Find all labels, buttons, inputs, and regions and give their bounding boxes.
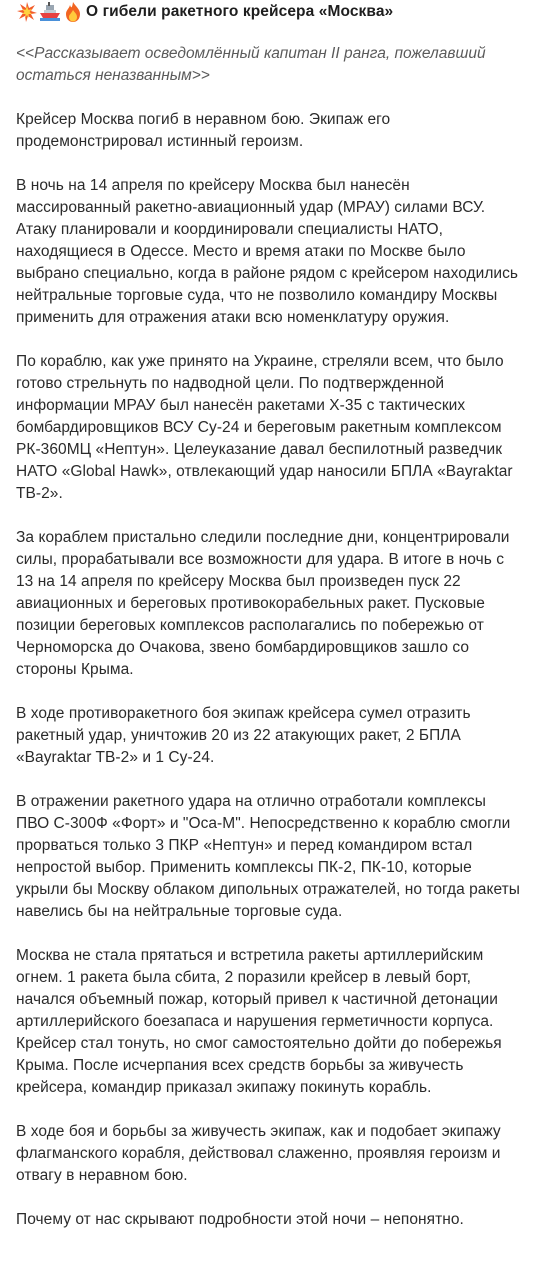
- spacer: [16, 87, 522, 109]
- paragraph: Крейсер Москва погиб в неравном бою. Экипаж его продемонстрировал истинный героизм.: [16, 111, 391, 150]
- spacer: [16, 1099, 522, 1121]
- post-header: [16, 0, 522, 24]
- spacer: [16, 769, 522, 791]
- paragraph: В ходе противоракетного боя экипаж крейсера сумел отразить ракетный удар, уничтожив 20 из 22 атакующих ракет, 2 БПЛА «Bayraktar TB-2» и 1 Су-24.: [16, 705, 471, 766]
- spacer: [16, 329, 522, 351]
- paragraph: В ночь на 14 апреля по крейсеру Москва был нанесён массированный ракетно-авиационный удар (МРАУ) силами ВСУ. Атаку планировали и координировали специалисты НАТО, находящиеся в Одессе. Место и время атаки по Москве было выбрано специально, когда в районе рядом с крейсером находились нейтральные торговые суда, что не позволило командиру Москвы применить для отражения атаки всю номенклатуру оружия.: [16, 177, 519, 326]
- post-title: О гибели ракетного крейсера «Москва»: [86, 3, 394, 20]
- spacer: [16, 1187, 522, 1209]
- paragraph: За кораблем пристально следили последние дни, концентрировали силы, прорабатывали все возможности для удара. В итоге в ночь с 13 на 14 апреля по крейсеру Москва был произведен пуск 22 авиационных и береговых противокорабельных ракет. Пусковые позиции береговых комплексов располагались по побережью от Черноморска до Очакова, звено бомбардировщиков зашло со стороны Крыма.: [16, 529, 510, 678]
- fire-icon: [62, 1, 84, 23]
- spacer: [16, 923, 522, 945]
- collision-icon: [16, 1, 38, 23]
- paragraph: В ходе боя и борьбы за живучесть экипаж, как и подобает экипажу флагманского корабля, действовал слаженно, проявляя героизм и отвагу в неравном бою.: [16, 1123, 501, 1184]
- paragraph: По кораблю, как уже принято на Украине, стреляли всем, что было готово стрельнуть по надводной цели. По подтвержденной информации МРАУ был нанесён ракетами Х-35 с тактических бомбардировщиков ВСУ Су-24 и береговым ракетным комплексом РК-360МЦ «Нептун». Целеуказание давал беспилотный разведчик НАТО «Global Hawk», отвлекающий удар наносили БПЛА «Bayraktar TB-2».: [16, 353, 513, 502]
- paragraph: В отражении ракетного удара на отлично отработали комплексы ПВО С-300Ф «Форт» и "Оса-М". Непосредственно к кораблю смогли прорваться только 3 ПКР «Нептун» и перед командиром встал непростой выбор. Применить комплексы ПК-2, ПК-10, которые укрыли бы Москву облаком дипольных отражателей, но тогда ракеты навелись бы на нейтральные торговые суда.: [16, 793, 520, 920]
- paragraph: Почему от нас скрывают подробности этой ночи – непонятно.: [16, 1211, 464, 1228]
- paragraph: Москва не стала прятаться и встретила ракеты артиллерийским огнем. 1 ракета была сбита, 2 поразили крейсер в левый борт, начался объемный пожар, который привел к частичной детонации артиллерийского боезапаса и нарушения герметичности корпуса. Крейсер стал тонуть, но смог самостоятельно дойти до побережья Крыма. После исчерпания всех средств борьбы за живучесть крейсера, командир приказал экипажу покинуть корабль.: [16, 947, 502, 1096]
- ship-icon: [39, 1, 61, 23]
- spacer: [16, 505, 522, 527]
- post-subtitle: <<Рассказывает осведомлённый капитан II ранга, пожелавший остаться неназванным>>: [16, 45, 486, 84]
- spacer: [16, 681, 522, 703]
- spacer: [16, 153, 522, 175]
